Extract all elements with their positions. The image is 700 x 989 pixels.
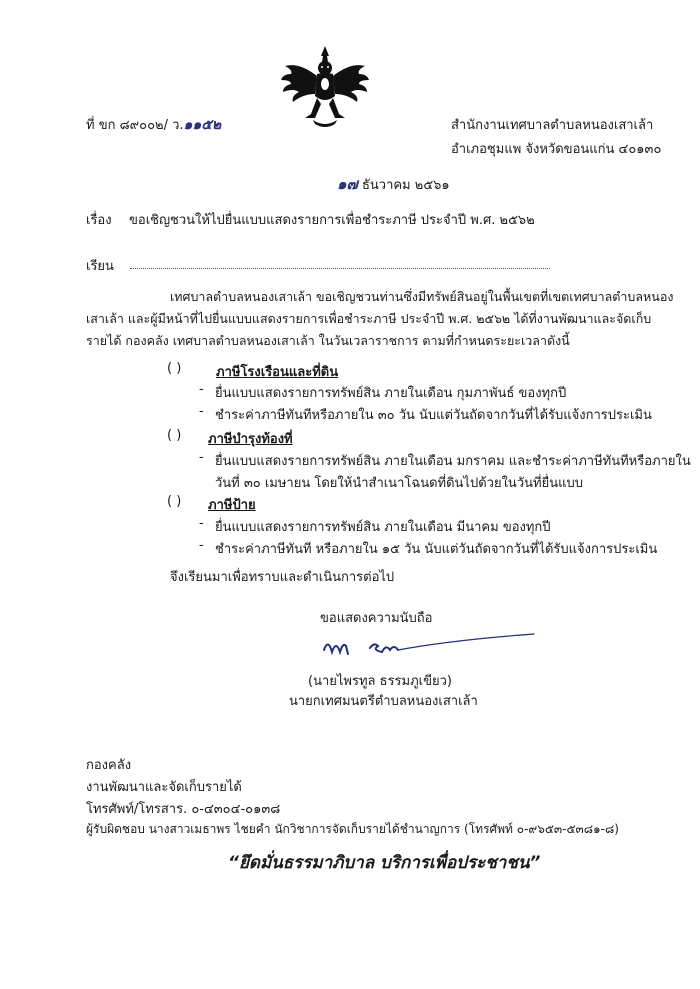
- section-title: ภาษีป้าย: [208, 498, 256, 513]
- section-title: ภาษีโรงเรือนและที่ดิน: [216, 365, 339, 380]
- bullet-dash: -: [199, 382, 204, 397]
- subject-text: ขอเชิญชวนให้ไปยื่นแบบแสดงรายการเพื่อชำระภาษี ประจำปี พ.ศ. ๒๕๖๒: [129, 213, 535, 228]
- section-title: ภาษีบำรุงท้องที่: [208, 432, 293, 447]
- signatory-name: (นายไพรทูล ธรรมภูเขียว): [308, 674, 452, 689]
- bullet-dash: -: [199, 538, 204, 553]
- footer-section: งานพัฒนาและจัดเก็บรายได้: [86, 780, 242, 795]
- office-line-1: สำนักงานเทศบาลตำบลหนองเสาเล้า: [451, 118, 654, 133]
- reference-number: [86, 114, 221, 136]
- closing-line: จึงเรียนมาเพื่อทราบและดำเนินการต่อไป: [170, 570, 395, 585]
- salutation-label: เรียน: [86, 259, 114, 274]
- letter-date: [337, 172, 450, 196]
- footer-contact: ผู้รับผิดชอบ นางสาวเมธาพร ไชยคำ นักวิชาการจัดเก็บรายได้ชำนาญการ (โทรศัพท์ ๐-๙๖๕๓-๕๓๘๑-๘): [86, 822, 619, 836]
- section-item: วันที่ ๓๐ เมษายน โดยให้นำสำเนาโฉนดที่ดินไปด้วยในวันที่ยื่นแบบ: [215, 476, 583, 491]
- signatory-position: นายกเทศมนตรีตำบลหนองเสาเล้า: [289, 694, 478, 709]
- section-item: ชำระค่าภาษีทันที หรือภายใน ๑๕ วัน นับแต่วันถัดจากวันที่ได้รับแจ้งการประเมิน: [215, 542, 658, 557]
- office-line-2: อำเภอชุมแพ จังหวัดขอนแก่น ๔๐๑๓๐: [451, 142, 662, 157]
- bullet-dash: -: [199, 516, 204, 531]
- reference-prefix: ที่ ขก ๘๙๐๐๒/ ว.: [86, 118, 184, 133]
- section-checkbox: ( ): [167, 361, 182, 376]
- section-item: ยื่นแบบแสดงรายการทรัพย์สิน ภายในเดือน กุมภาพันธ์ ของทุกปี: [215, 386, 567, 401]
- bullet-dash: -: [199, 450, 204, 465]
- garuda-emblem: [279, 44, 371, 128]
- date-handwritten: ๑๗: [337, 175, 358, 193]
- section-checkbox: ( ): [167, 494, 182, 509]
- section-item: ยื่นแบบแสดงรายการทรัพย์สิน ภายในเดือน มกราคม และชำระค่าภาษีทันทีหรือภายใน: [215, 454, 691, 469]
- reference-handwritten: ๑๑๕๒: [183, 117, 222, 133]
- date-printed: ธันวาคม ๒๕๖๑: [357, 178, 450, 193]
- section-checkbox: ( ): [167, 428, 182, 443]
- motto: “ยึดมั่นธรรมาภิบาล บริการเพื่อประชาชน”: [228, 853, 541, 873]
- signature-respect: ขอแสดงความนับถือ: [320, 611, 433, 626]
- salutation-dotted-line: [130, 268, 550, 269]
- bullet-dash: -: [199, 404, 204, 419]
- handwritten-signature: [312, 630, 542, 666]
- body-line-1: เทศบาลตำบลหนองเสาเล้า ขอเชิญชวนท่านซึ่งมีทรัพย์สินอยู่ในพื้นเขตที่เขตเทศบาลตำบลหนอง: [170, 289, 674, 304]
- footer-division: กองคลัง: [86, 758, 132, 773]
- section-item: ชำระค่าภาษีทันทีหรือภายใน ๓๐ วัน นับแต่วันถัดจากวันที่ได้รับแจ้งการประเมิน: [215, 408, 652, 423]
- body-line-2: เสาเล้า และผู้มีหน้าที่ไปยื่นแบบแสดงรายการเพื่อชำระภาษี ประจำปี พ.ศ. ๒๕๖๒ ได้ที่งานพัฒนาและจัดเก็บ: [86, 311, 652, 326]
- footer-phone: โทรศัพท์/โทรสาร. ๐-๔๓๐๔-๐๑๓๘: [86, 802, 281, 817]
- subject-label: เรื่อง: [86, 213, 112, 228]
- body-line-3: รายได้ กองคลัง เทศบาลตำบลหนองเสาเล้า ในวันเวลาราชการ ตามที่กำหนดระยะเวลาดังนี้: [86, 333, 570, 348]
- section-item: ยื่นแบบแสดงรายการทรัพย์สิน ภายในเดือน มีนาคม ของทุกปี: [215, 520, 551, 535]
